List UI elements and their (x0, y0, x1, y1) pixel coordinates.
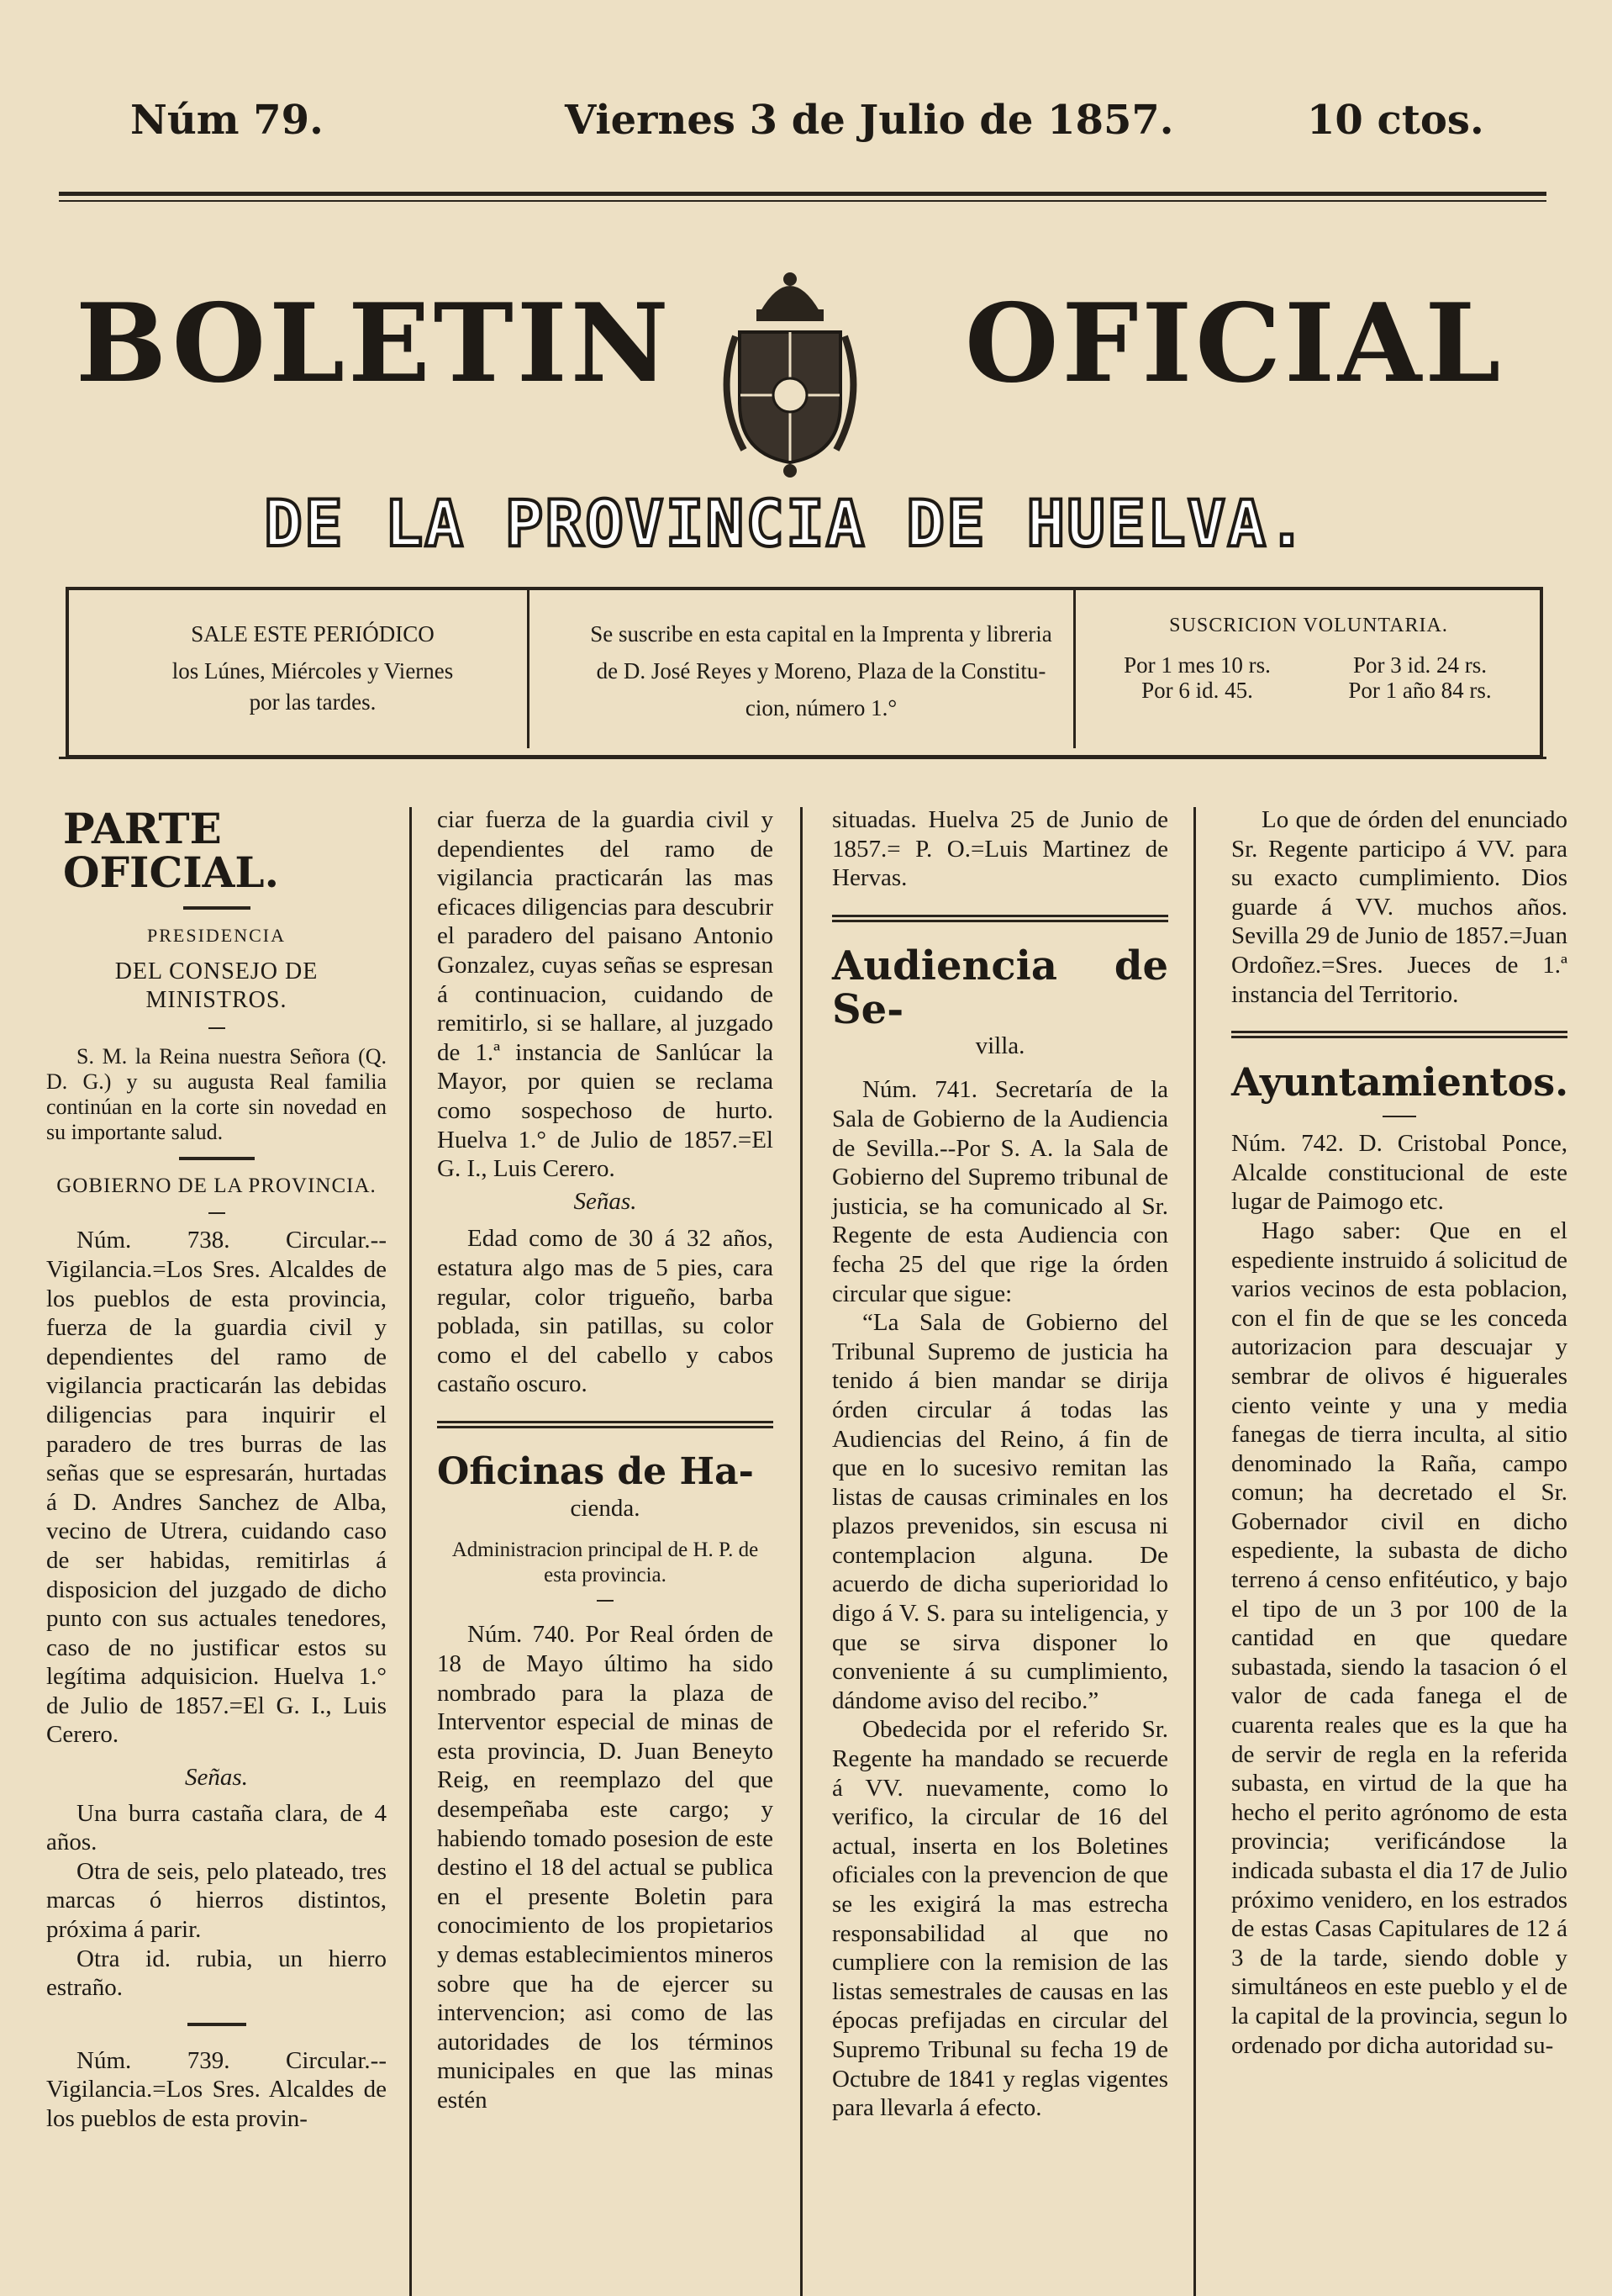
masthead-rule (59, 192, 1546, 196)
masthead-rule-thin (59, 200, 1546, 202)
column-rule (409, 807, 412, 2296)
ornament-rule (179, 1157, 255, 1160)
admin-label: Administracion principal de H. P. de esta provincia. (451, 1539, 759, 1587)
title-subtitle: DE LA PROVINCIA DE HUELVA. (264, 486, 1308, 561)
column-2 (437, 805, 773, 2115)
ornament-rule (187, 2023, 246, 2026)
column-4 (1231, 805, 1567, 2060)
ornament-rule (597, 1600, 614, 1602)
double-rule (1231, 1031, 1567, 1038)
info-subscription (540, 615, 1103, 726)
section-heading-audiencia: Audiencia de Se- (832, 942, 1168, 1033)
ornament-rule (208, 1027, 225, 1029)
notice-paragraph: Obedecida por el referido Sr. Regente ha mandado se recuerde á VV. nuevamente, como lo verifico, la circular de 16 del actual, inserta en los Boletines oficiales con la prevencion de que se les exigirá la mas estrecha responsabilidad al que no cumpliere con la remision de las listas semestrales de causas en las épocas prefijadas en circular del Supremo Tribunal su fecha 19 de Octubre de 1841 y reglas vigentes para llevarla á efecto. (832, 1716, 1168, 2122)
notice-paragraph: Hago saber: Que en el espediente instruido á solicitud de varios vecinos de esta poblacion, con el fin de que se les conceda autorizacion para descuajar y sembrar de olivos é higuerales ciento veinte y una y media fanegas de tierra inculta, al sitio denominado la Raña, campo comun; ha decretado el Sr. Gobernador civil en dicho espediente, la subasta de dicho terreno á censo enfitéutico, y bajo el tipo de un 3 por 100 de la cantidad en que quedare subastada, siendo la tasacion ó el valor de cada fanega el de cuarenta reales que es la que ha de servir de regla en la referida subasta, en virtud de la que ha hecho el perito agrónomo de esta provincia; verificándose la indicada subasta el dia 17 de Julio próximo venidero, en los estrados de estas Casas Capitulares de 12 á 3 de la tarde, siendo doble y simultáneos en este pueblo y el de la capital de la provincia, segun lo ordenado por dicha autoridad su- (1231, 1217, 1567, 2059)
info-subscription-line3: cion, número 1.° (745, 695, 898, 720)
info-box (66, 587, 1543, 758)
quoted-circular: “La Sala de Gobierno del Tribunal Supremo de justicia ha tenido á bien mandar se dirija órden circular á todas las Audiencias del Reino, á fin de que en lo sucesivo remitan las listas de causas criminales en los plazos prevenidos, sin escusa ni contemplacion alguna. De acuerdo de dicha superioridad lo digo á V. S. para su inteligencia, y que se sirva disponer lo conveniente á su cumplimiento, dándome aviso del recibo.” (832, 1309, 1168, 1714)
notice-paragraph: situadas. Huelva 25 de Junio de 1857.= P. O.=Luis Martinez de Hervas. (832, 806, 1168, 892)
notice-paragraph: Núm. 740. Por Real órden de 18 de Mayo último ha sido nombrado para la plaza de Interventor especial de minas de esta provincia, D. Juan Beneyto Reig, en reemplazo del que desempeñaba este cargo; y habiendo tomado posesion de este destino el 18 del actual se publica en el presente Boletin para conocimiento de los propietarios y demas establecimientos mineros sobre que ha de ejercer su intervencion; asi como de las autoridades de los términos municipales en que las minas estén (437, 1621, 773, 2114)
info-schedule (77, 615, 548, 715)
column-1 (46, 799, 387, 2134)
price-row: Por 3 id. 24 rs. (1352, 652, 1487, 678)
consejo-label: DEL CONSEJO DE MINISTROS. (114, 958, 319, 1014)
section-heading-audiencia-cont: villa. (975, 1032, 1025, 1059)
column-rule (800, 807, 803, 2296)
ornament-rule (1383, 1116, 1416, 1117)
notice-paragraph: S. M. la Reina nuestra Señora (Q. D. G.) y su augusta Real familia continúan en la corte sin novedad en su importante salud. (46, 1043, 387, 1144)
gobierno-label: GOBIERNO DE LA PROVINCIA. (56, 1174, 377, 1197)
info-divider (527, 590, 529, 748)
column-rule (1193, 807, 1196, 2296)
section-heading-parte-oficial: PARTE OFICIAL. (63, 804, 279, 897)
ornament-rule (183, 906, 250, 910)
section-heading-ayuntamientos: Ayuntamientos. (1231, 1059, 1569, 1106)
double-rule (437, 1421, 773, 1428)
notice-paragraph: Núm. 738. Circular.--Vigilancia.=Los Sres. Alcaldes de los pueblos de esta provincia, fuerza de la guardia civil y dependientes del ramo de vigilancia practicarán las debidas diligencias para inquirir el paradero de tres burras de las señas que se espresarán, hurtadas á D. Andres Sanchez de Alba, vecino de Utrera, cuidando caso de ser habidas, remitirlas á disposicion del juzgado de dicho punto con sus actuales tenedores, caso de no justificar estos su legítima adquisicion. Huelva 1.° de Julio de 1857.=El G. I., Luis Cerero. (46, 1227, 387, 1749)
issue-date: Viernes 3 de Julio de 1857. (565, 97, 1174, 144)
ornament-rule (208, 1212, 225, 1214)
info-schedule-time: por las tardes. (249, 689, 377, 715)
notice-paragraph: ciar fuerza de la guardia civil y dependientes del ramo de vigilancia practicarán las mas eficaces diligencias para descubrir el paradero del paisano Antonio Gonzalez, cuyas señas se espresan á continuacion, cuidando de remitirlo, si se hallare, al juzgado de 1.ª instancia de Sanlúcar la Mayor, por quien se reclama como sospechoso de hurto. Huelva 1.° de Julio de 1857.=El G. I., Luis Cerero. (437, 806, 773, 1183)
issue-number: Núm 79. (130, 97, 324, 144)
description-line: Una burra castaña clara, de 4 años. (46, 1799, 387, 1856)
price-row: Por 1 año 84 rs. (1348, 678, 1492, 703)
senas-label: Señas. (573, 1187, 637, 1215)
section-heading-oficinas-cont: cienda. (570, 1494, 640, 1522)
info-subscription-line2: de D. José Reyes y Moreno, Plaza de la Constitu- (596, 658, 1046, 684)
double-rule (832, 915, 1168, 922)
section-heading-oficinas: Oficinas de Ha- (437, 1449, 754, 1493)
info-prices (1086, 607, 1531, 703)
info-subscription-line1: Se suscribe en esta capital en la Imprenta y libreria (590, 621, 1052, 647)
info-prices-title: SUSCRICION VOLUNTARIA. (1169, 615, 1448, 636)
description-line: Otra de seis, pelo plateado, tres marcas ó hierros distintos, próxima á parir. (46, 1857, 387, 1944)
price-row: Por 6 id. 45. (1141, 678, 1253, 703)
price-row: Por 1 mes 10 rs. (1124, 652, 1271, 678)
description-paragraph: Edad como de 30 á 32 años, estatura algo mas de 5 pies, cara regular, color trigueño, barba poblada, sin patillas, su color como el del cabello y cabos castaño oscuro. (437, 1225, 773, 1398)
description-line: Otra id. rubia, un hierro estraño. (46, 1945, 387, 2002)
info-schedule-title: SALE ESTE PERIÓDICO (191, 621, 435, 647)
title-word-boletin: BOLETIN (76, 281, 672, 407)
notice-paragraph: Núm. 741. Secretaría de la Sala de Gobierno de la Audiencia de Sevilla.--Por S. A. la Sala de Gobierno del Supremo tribunal de justicia, se ha comunicado al Sr. Regente de esta Audiencia con fecha 25 del que rige la órden circular que sigue: (832, 1076, 1168, 1307)
info-divider (1073, 590, 1076, 748)
senas-label: Señas. (185, 1764, 248, 1792)
notice-paragraph: Núm. 742. D. Cristobal Ponce, Alcalde constitucional de este lugar de Paimogo etc. (1231, 1130, 1567, 1216)
issue-price: 10 ctos. (1307, 97, 1484, 144)
presidencia-label: PRESIDENCIA (146, 925, 286, 946)
notice-paragraph: Lo que de órden del enunciado Sr. Regente participo á VV. para su exacto cumplimiento. Dios guarde á VV. muchos años. Sevilla 29 de Junio de 1857.=Juan Ordoñez.=Sres. Jueces de 1.ª instancia del Territorio. (1231, 806, 1567, 1008)
info-schedule-days: los Lúnes, Miércoles y Viernes (171, 658, 454, 684)
notice-paragraph: Núm. 739. Circular.--Vigilancia.=Los Sres. Alcaldes de los pueblos de esta provin- (46, 2046, 387, 2132)
column-3 (832, 805, 1168, 2123)
title-word-oficial: OFICIAL (965, 281, 1504, 407)
coat-of-arms-icon (710, 261, 870, 479)
info-rule (59, 757, 1546, 759)
